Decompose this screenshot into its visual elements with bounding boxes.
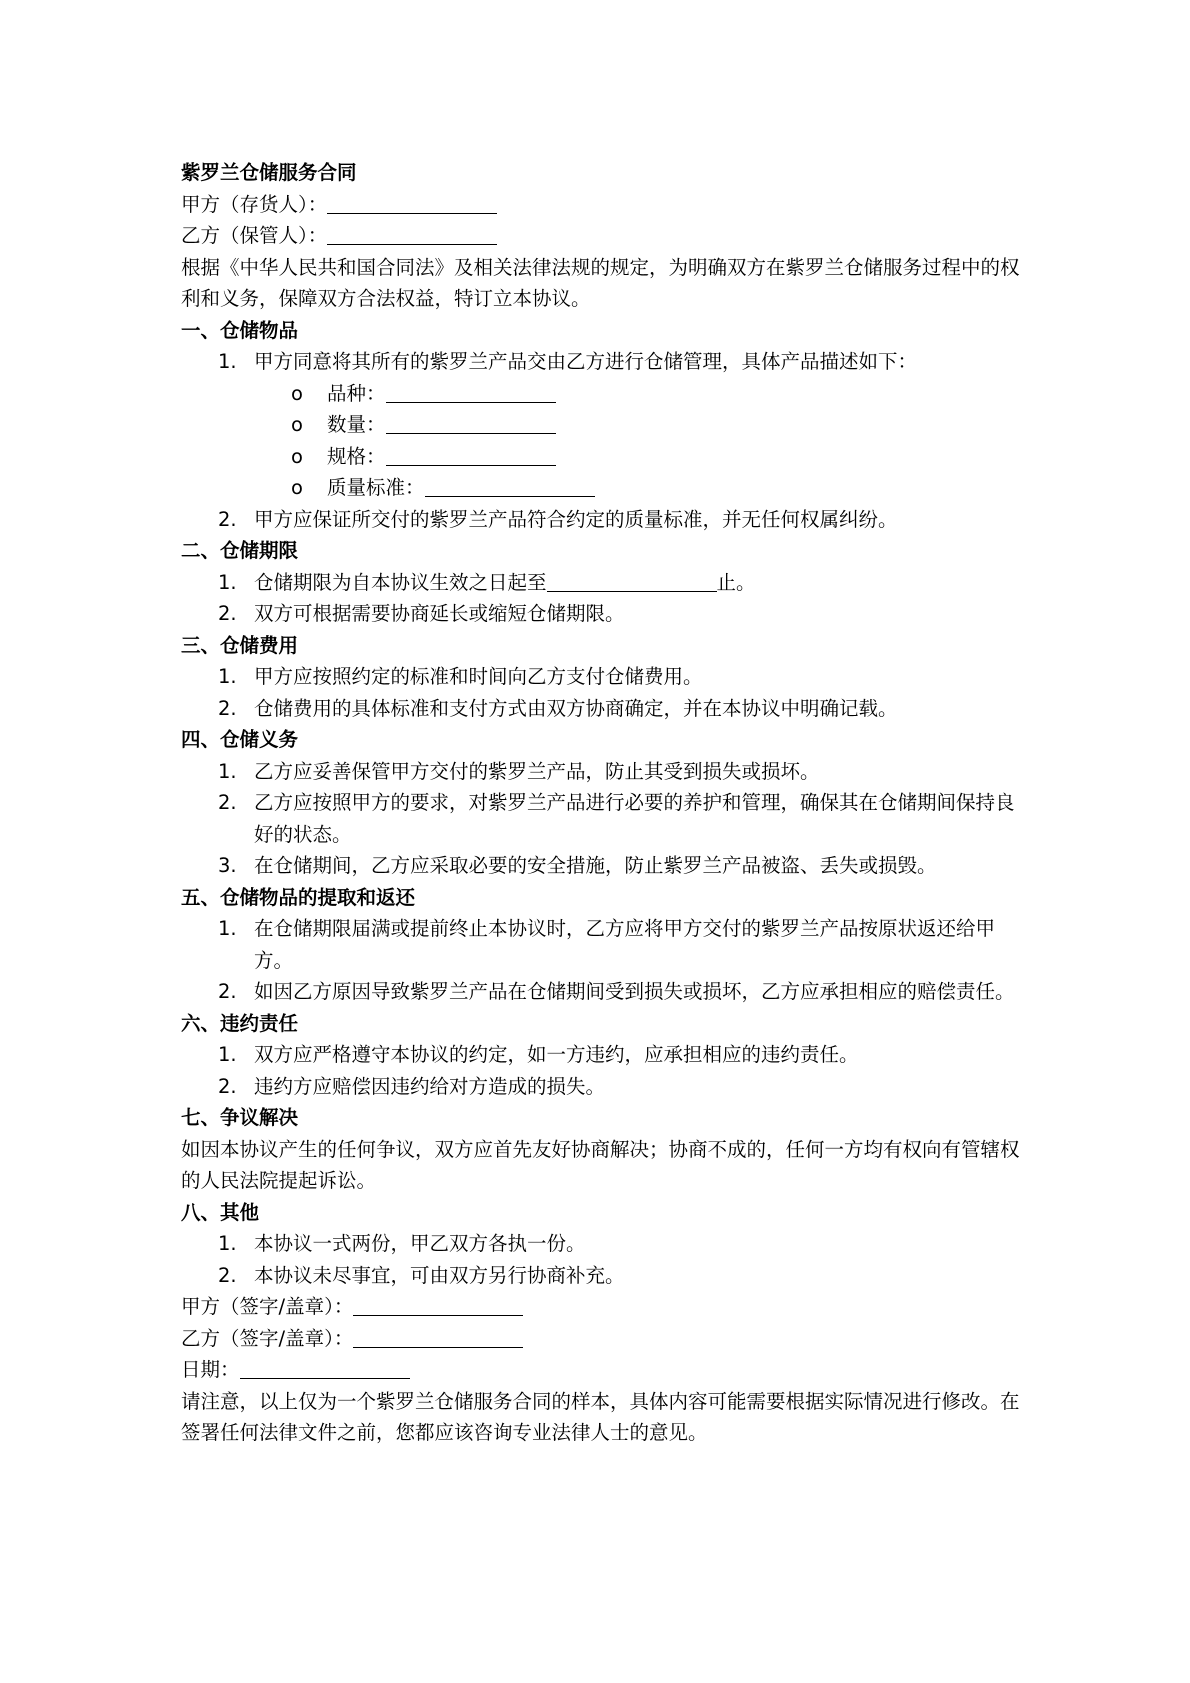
- section-2-list: [181, 567, 1021, 630]
- variety-blank[interactable]: [386, 380, 556, 403]
- item-number: 2.: [218, 791, 237, 814]
- sign-b-line: [181, 1323, 1021, 1355]
- item-text: 乙方应妥善保管甲方交付的紫罗兰产品，防止其受到损失或损坏。: [254, 759, 820, 783]
- spec-blank[interactable]: [386, 443, 556, 466]
- section-heading: 八、其他: [181, 1200, 260, 1224]
- dispute-paragraph: 如因本协议产生的任何争议，双方应首先友好协商解决；协商不成的，任何一方均有权向有管辖权的人民法院提起诉讼。: [181, 1137, 1020, 1192]
- note-paragraph: 请注意，以上仅为一个紫罗兰仓储服务合同的样本，具体内容可能需要根据实际情况进行修改。在签署任何法律文件之前，您都应该咨询专业法律人士的意见。: [181, 1389, 1020, 1444]
- document-title: 紫罗兰仓储服务合同: [181, 161, 357, 184]
- term-text-after: 止。: [716, 570, 756, 594]
- quality-blank[interactable]: [425, 474, 595, 497]
- list-item: [181, 598, 1021, 630]
- section-4-list: [181, 756, 1021, 882]
- list-item: [181, 1228, 1021, 1260]
- section-heading: 一、仓储物品: [181, 318, 299, 342]
- date-blank[interactable]: [240, 1356, 410, 1379]
- quantity-blank[interactable]: [386, 411, 556, 434]
- item-text: 乙方应按照甲方的要求，对紫罗兰产品进行必要的养护和管理，确保其在仓储期间保持良好的状态。: [254, 791, 1015, 846]
- sign-a-blank[interactable]: [353, 1293, 523, 1316]
- field-variety: [181, 378, 1021, 410]
- list-item: [181, 567, 1021, 599]
- section-1-list-cont: [181, 504, 1021, 536]
- item-number: 1.: [218, 1043, 237, 1066]
- party-a-label: 甲方（存货人）：: [181, 192, 328, 216]
- party-a-blank[interactable]: [327, 191, 497, 214]
- item-number: 1.: [218, 759, 237, 783]
- item-number: 1.: [218, 665, 237, 688]
- item-number: 1.: [218, 350, 237, 373]
- date-line: [181, 1354, 1021, 1386]
- item-text: 仓储费用的具体标准和支付方式由双方协商确定，并在本协议中明确记载。: [254, 696, 898, 720]
- product-fields-list: [181, 378, 1021, 504]
- field-label: 数量：: [327, 413, 386, 436]
- item-text: 本协议未尽事宜，可由双方另行协商补充。: [254, 1263, 625, 1287]
- list-item: [181, 661, 1021, 693]
- item-number: 1.: [218, 570, 237, 594]
- section-8-list: [181, 1228, 1021, 1291]
- list-item: [181, 1039, 1021, 1071]
- bullet: o: [291, 444, 303, 468]
- section-heading: 七、争议解决: [181, 1106, 299, 1129]
- item-number: 2.: [218, 696, 237, 720]
- bullet: o: [291, 476, 303, 499]
- sign-b-blank[interactable]: [353, 1325, 523, 1348]
- section-1-list: [181, 346, 1021, 378]
- list-item: [181, 693, 1021, 725]
- item-number: 1.: [218, 1232, 237, 1255]
- item-number: 2.: [218, 507, 237, 531]
- list-item: [181, 504, 1021, 536]
- list-item: [181, 756, 1021, 788]
- item-text: 本协议一式两份，甲乙双方各执一份。: [254, 1232, 586, 1255]
- section-5-list: [181, 913, 1021, 1008]
- party-b-blank[interactable]: [327, 222, 497, 245]
- item-text: 在仓储期间，乙方应采取必要的安全措施，防止紫罗兰产品被盗、丢失或损毁。: [254, 854, 937, 877]
- item-number: 2.: [218, 980, 237, 1003]
- contract-document: [181, 157, 1021, 1449]
- party-a-line: [181, 189, 1021, 221]
- section-heading: 四、仓储义务: [181, 728, 299, 751]
- section-3-list: [181, 661, 1021, 724]
- field-label: 质量标准：: [327, 476, 425, 499]
- term-end-blank[interactable]: [547, 569, 717, 592]
- field-label: 规格：: [327, 444, 386, 468]
- item-text: 双方可根据需要协商延长或缩短仓储期限。: [254, 602, 625, 625]
- item-number: 3.: [218, 854, 237, 877]
- section-heading: 三、仓储费用: [181, 633, 299, 657]
- item-number: 2.: [218, 1263, 237, 1287]
- party-b-label: 乙方（保管人）：: [181, 224, 328, 247]
- section-heading: 二、仓储期限: [181, 539, 299, 562]
- item-text: 双方应严格遵守本协议的约定，如一方违约，应承担相应的违约责任。: [254, 1043, 859, 1066]
- party-b-line: [181, 220, 1021, 252]
- item-text: 甲方同意将其所有的紫罗兰产品交由乙方进行仓储管理，具体产品描述如下：: [254, 350, 918, 373]
- intro-paragraph: 根据《中华人民共和国合同法》及相关法律法规的规定，为明确双方在紫罗兰仓储服务过程中的权利和义务，保障双方合法权益，特订立本协议。: [181, 255, 1020, 310]
- section-6-list: [181, 1039, 1021, 1102]
- list-item: [181, 346, 1021, 378]
- item-number: 2.: [218, 1074, 237, 1098]
- term-text-before: 仓储期限为自本协议生效之日起至: [254, 570, 547, 594]
- date-label: 日期：: [181, 1358, 240, 1381]
- item-number: 2.: [218, 602, 237, 625]
- list-item: [181, 1071, 1021, 1103]
- list-item: [181, 850, 1021, 882]
- list-item: [181, 787, 1021, 850]
- bullet: o: [291, 413, 303, 436]
- item-text: 甲方应按照约定的标准和时间向乙方支付仓储费用。: [254, 665, 703, 688]
- item-text: 在仓储期限届满或提前终止本协议时，乙方应将甲方交付的紫罗兰产品按原状返还给甲方。: [254, 917, 996, 972]
- item-text: 如因乙方原因导致紫罗兰产品在仓储期间受到损失或损坏，乙方应承担相应的赔偿责任。: [254, 980, 1015, 1003]
- field-quantity: [181, 409, 1021, 441]
- item-number: 1.: [218, 917, 237, 940]
- item-text: [254, 567, 1021, 599]
- field-spec: [181, 441, 1021, 473]
- field-label: 品种：: [327, 381, 386, 405]
- list-item: [181, 913, 1021, 976]
- item-text: 违约方应赔偿因违约给对方造成的损失。: [254, 1074, 606, 1098]
- field-quality: [181, 472, 1021, 504]
- bullet: o: [291, 381, 303, 405]
- list-item: [181, 1260, 1021, 1292]
- sign-b-label: 乙方（签字/盖章）：: [181, 1326, 354, 1350]
- sign-a-line: [181, 1291, 1021, 1323]
- section-heading: 五、仓储物品的提取和返还: [181, 885, 416, 909]
- list-item: [181, 976, 1021, 1008]
- sign-a-label: 甲方（签字/盖章）：: [181, 1295, 354, 1318]
- section-heading: 六、违约责任: [181, 1011, 299, 1035]
- item-text: 甲方应保证所交付的紫罗兰产品符合约定的质量标准，并无任何权属纠纷。: [254, 507, 898, 531]
